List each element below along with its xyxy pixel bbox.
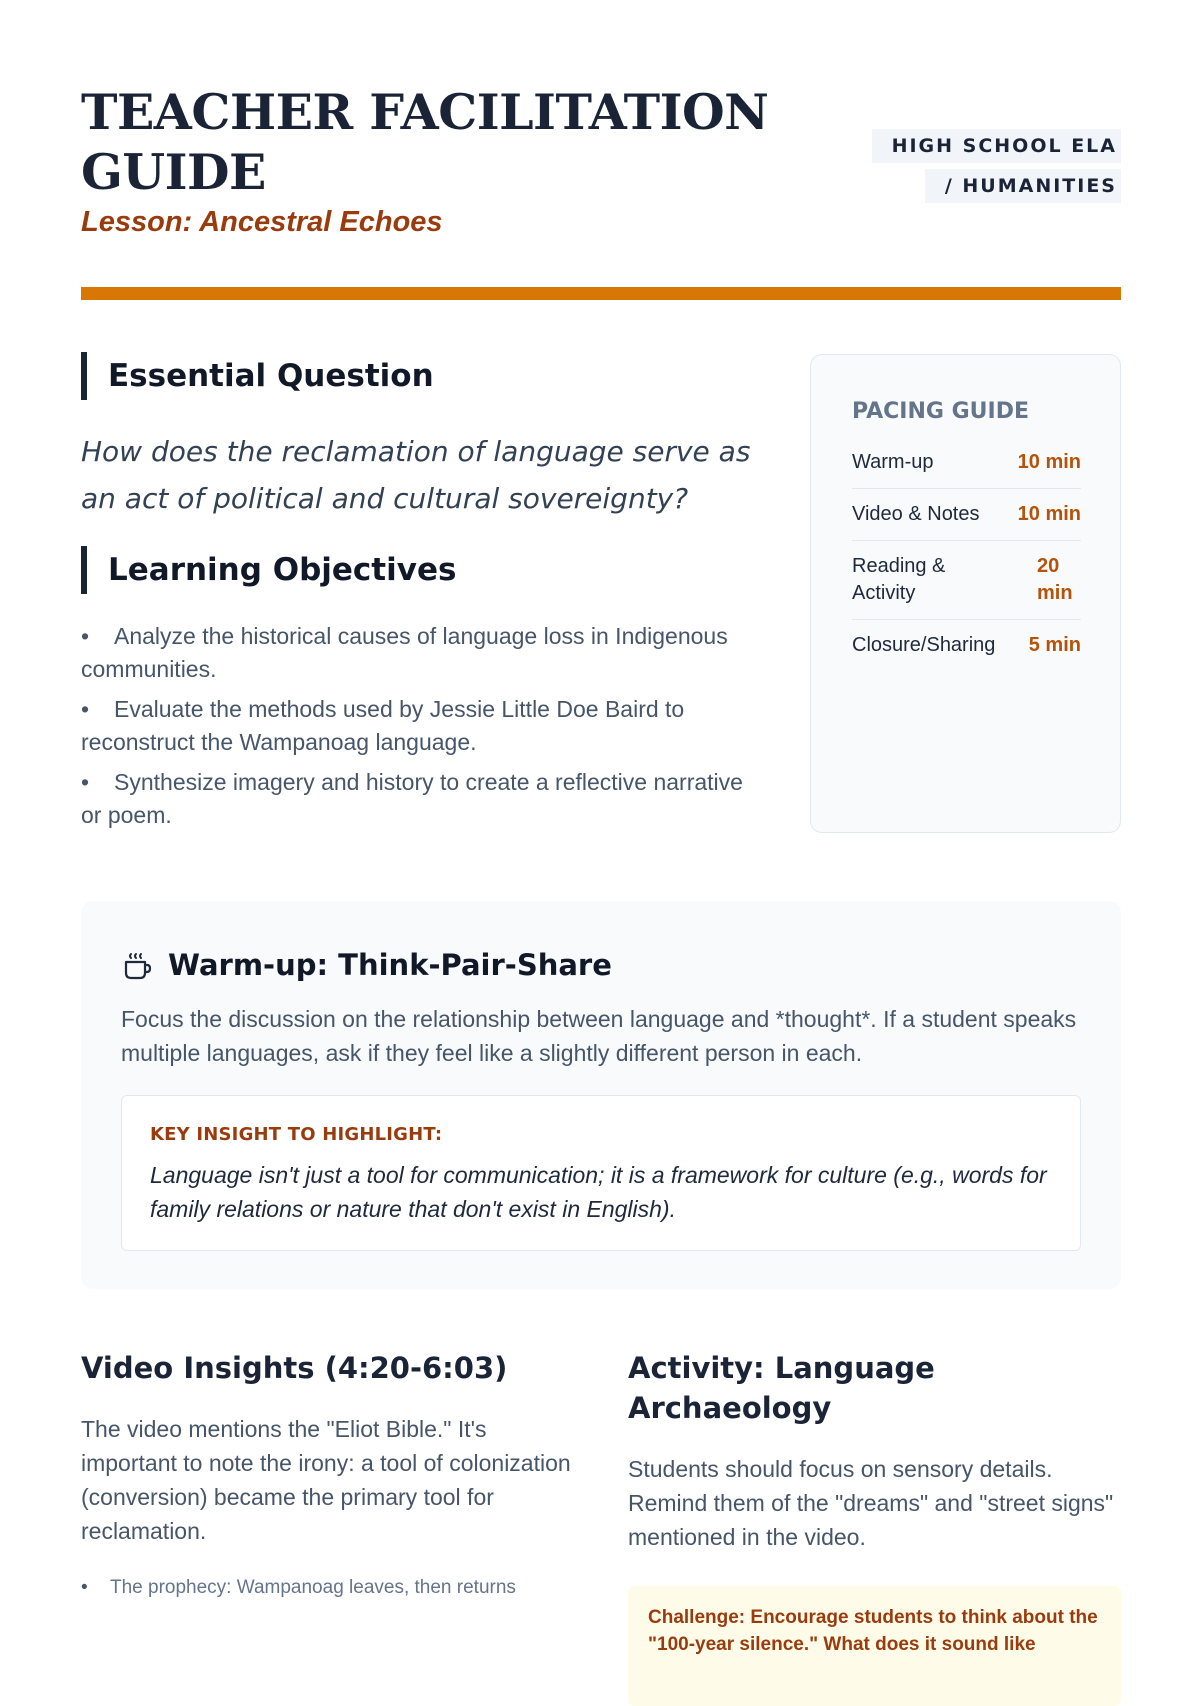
pacing-guide-card	[810, 354, 1121, 833]
warmup-title: Warm-up: Think-Pair-Share	[168, 948, 612, 982]
video-insights-text: The video mentions the "Eliot Bible." It's important to note the irony: a tool of colonization (conversion) became the primary tool for reclamation.	[81, 1416, 571, 1544]
pacing-time: 20 min	[1037, 555, 1073, 604]
coffee-cup-icon	[121, 950, 153, 982]
video-insights-section	[81, 1348, 581, 1602]
learning-objectives-heading: Learning Objectives	[81, 546, 456, 594]
key-insight-label: KEY INSIGHT TO HIGHLIGHT:	[150, 1124, 443, 1145]
essential-question-heading: Essential Question	[81, 352, 434, 400]
video-insight-item: • The prophecy: Wampanoag leaves, then returns	[81, 1574, 581, 1602]
pacing-row	[852, 620, 1081, 671]
warmup-text: Focus the discussion on the relationship between language and *thought*. If a student speaks multiple languages, ask if they feel like a slightly different person in each.	[121, 1006, 1077, 1066]
pacing-label: Reading & Activity	[852, 555, 946, 604]
header	[81, 82, 1121, 242]
pacing-row	[852, 489, 1081, 541]
pacing-time: 10 min	[1017, 451, 1081, 473]
learning-objectives-list	[81, 620, 761, 839]
objective-item: • Analyze the historical causes of language loss in Indigenous communities.	[81, 620, 761, 686]
guide-page	[81, 0, 1121, 1655]
video-insights-heading: Video Insights (4:20-6:03)	[81, 1351, 508, 1385]
grade-badge	[861, 126, 1121, 206]
activity-section	[628, 1348, 1128, 1706]
pacing-guide-title: PACING GUIDE	[852, 399, 1029, 424]
page-title: TEACHER FACILITATION GUIDE	[81, 83, 769, 201]
pacing-time: 10 min	[1017, 503, 1081, 525]
essential-question-text: How does the reclamation of language serve as an act of political and cultural sovereignty?	[81, 435, 751, 515]
activity-text: Students should focus on sensory details. Remind them of the "dreams" and "street signs" mentioned in the video.	[628, 1456, 1114, 1550]
pacing-row	[852, 437, 1081, 489]
grade-badge-label: HIGH SCHOOL ELA / HUMANITIES	[872, 129, 1121, 203]
pacing-label: Video & Notes	[852, 503, 980, 525]
pacing-label: Closure/Sharing	[852, 634, 996, 656]
activity-heading: Activity: Language Archaeology	[628, 1351, 935, 1425]
lesson-subtitle: Lesson: Ancestral Echoes	[81, 206, 443, 238]
pacing-row	[852, 541, 1081, 620]
objective-item: • Synthesize imagery and history to create a reflective narrative or poem.	[81, 766, 761, 832]
pacing-guide-list	[852, 437, 1081, 671]
pacing-label: Warm-up	[852, 451, 934, 473]
video-insights-list	[81, 1574, 581, 1602]
key-insight-box	[121, 1095, 1081, 1251]
objective-item: • Evaluate the methods used by Jessie Little Doe Baird to reconstruct the Wampanoag language.	[81, 693, 761, 759]
warmup-card	[81, 901, 1121, 1289]
challenge-box: Challenge: Encourage students to think about the "100-year silence." What does it sound like	[628, 1586, 1121, 1706]
pacing-time: 5 min	[1028, 634, 1081, 656]
accent-divider	[81, 287, 1121, 300]
key-insight-text: Language isn't just a tool for communication; it is a framework for culture (e.g., words for family relations or nature that don't exist in English).	[150, 1162, 1047, 1222]
